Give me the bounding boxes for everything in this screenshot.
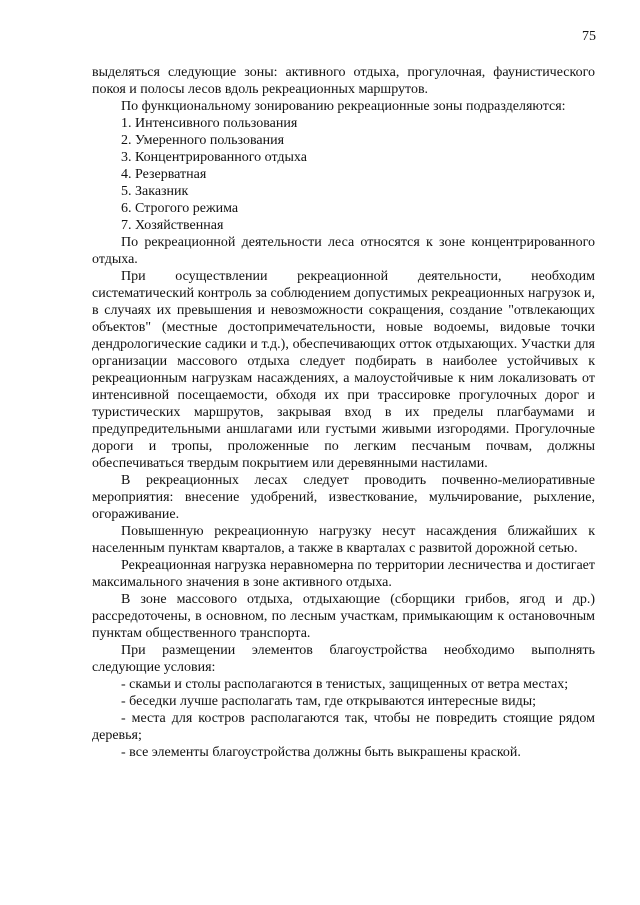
- paragraph-recreation-control: При осуществлении рекреационной деятельности, необходим систематический контроль за соблюдением допустимых рекреационных нагрузок и, в случаях их превышения и невозможности сокращения, создание "отвлекающих объектов" (местные достопримечательности, новые водоемы, видовые точки дендрологические садики и т.д.), обеспечивающих отток отдыхающих. Участки для организации массового отдыха следует подбирать в наиболее устойчивых к рекреационным нагрузкам насаждениях, а малоустойчивые к ним локализовать от интенсивной посещаемости, обходя их при трассировке прогулочных дорог и туристических маршрутов, закрывая вход в их пределы плагбаумами и предупредительными аншлагами или густыми живыми изгородями. Прогулочные дороги и тропы, проложенные по легким песчаным почвам, должны обеспечиваться твердым покрытием или деревянными настилами.: [92, 269, 595, 471]
- paragraph-uneven-load: Рекреационная нагрузка неравномерна по территории лесничества и достигает максимального значения в зоне активного отдыха.: [92, 558, 595, 590]
- zone-item: 3. Концентрированного отдыха: [121, 150, 307, 165]
- condition-item: - места для костров располагаются так, чтобы не повредить стоящие рядом деревья;: [92, 711, 595, 743]
- page-number: 75: [582, 29, 596, 44]
- paragraph-soil-measures: В рекреационных лесах следует проводить почвенно-мелиоративные мероприятия: внесение удобрений, известкование, мульчирование, рыхление, огораживание.: [92, 473, 595, 522]
- condition-item: - беседки лучше располагать там, где открываются интересные виды;: [121, 694, 537, 709]
- zones-list: [92, 115, 595, 234]
- intro-continuation: выделяться следующие зоны: активного отдыха, прогулочная, фаунистического покоя и полосы лесов вдоль рекреационных маршрутов.: [92, 65, 595, 97]
- paragraph-zone-assignment: По рекреационной деятельности леса относятся к зоне концентрированного отдыха.: [92, 235, 595, 267]
- zone-item: 4. Резерватная: [121, 167, 207, 182]
- page-body: [92, 64, 595, 761]
- zoning-intro: По функциональному зонированию рекреационные зоны подразделяются:: [121, 99, 566, 114]
- zone-item: 6. Строгого режима: [121, 201, 239, 216]
- zone-item: 5. Заказник: [121, 184, 189, 199]
- paragraph-increased-load: Повышенную рекреационную нагрузку несут насаждения ближайших к населенным пунктам кварталов, а также в кварталах с развитой дорожной сетью.: [92, 524, 595, 556]
- condition-item: - скамьи и столы располагаются в тенистых, защищенных от ветра местах;: [121, 677, 569, 692]
- zone-item: 7. Хозяйственная: [121, 218, 224, 233]
- paragraph-mass-recreation: В зоне массового отдыха, отдыхающие (сборщики грибов, ягод и др.) рассредоточены, в основном, по лесным участкам, примыкающим к остановочным пунктам общественного транспорта.: [92, 592, 595, 641]
- paragraph-improvement-conditions: При размещении элементов благоустройства необходимо выполнять следующие условия:: [92, 643, 595, 675]
- zone-item: 2. Умеренного пользования: [121, 133, 285, 148]
- condition-item: - все элементы благоустройства должны быть выкрашены краской.: [121, 745, 521, 760]
- zone-item: 1. Интенсивного пользования: [121, 116, 298, 131]
